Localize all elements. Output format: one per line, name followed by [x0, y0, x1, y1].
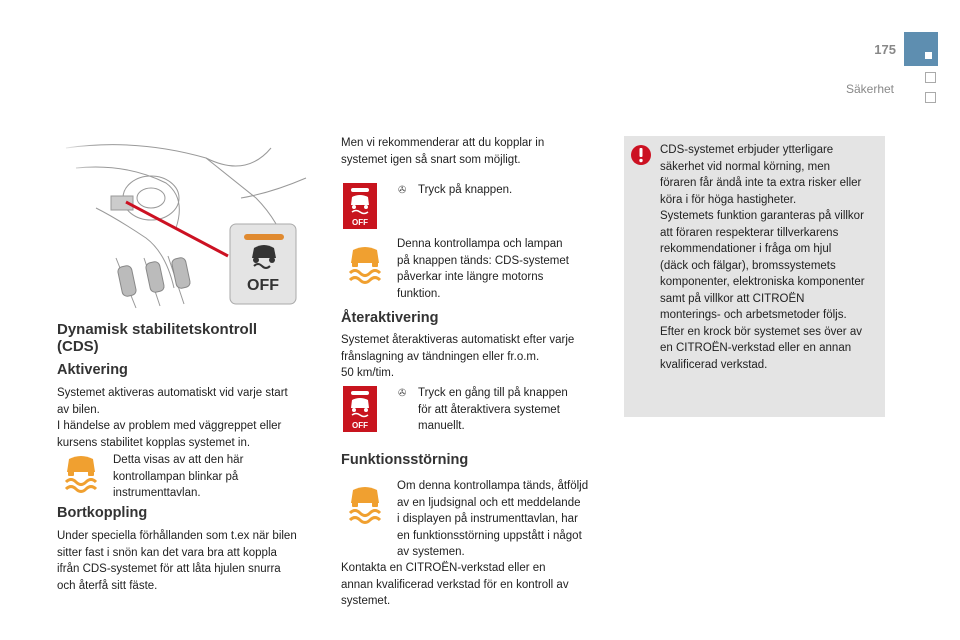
reactivation-heading: Återaktivering	[341, 310, 439, 326]
warning-text: CDS-systemet erbjuder ytterligare säkerhet vid normal körning, men föraren får ändå inte ta extra risker eller köra i för höga hastigheter. Systemets funktion garanteras på villkor att föraren respekterar tillverkarens rekommendationer i fråga om hjul (däck och fälgar), bromssystemets komponenter, elektroniska komponenter samt på villkor att CITROËN monterings- och arbetsmetoder följs. Efter en krock bör systemet ses över av en CITROËN-verkstad eller en annan kvalificerad verkstad.	[660, 144, 865, 371]
dashboard-illustration	[56, 138, 320, 314]
esp-off-button-icon	[343, 386, 377, 432]
off-label: OFF	[352, 421, 368, 430]
tab-marker-icon	[925, 52, 932, 59]
malfunction-heading: Funktionsstörning	[341, 452, 469, 468]
reactivation-text: Systemet återaktiveras automatiskt efter varje frånslagning av tändningen eller fr.o.m. 50 km/tim.	[341, 334, 575, 379]
intro-text: Men vi rekommenderar att du kopplar in systemet igen så snart som möjligt.	[341, 137, 545, 166]
warning-icon	[630, 144, 652, 166]
off-lamp-text: Denna kontrollampa och lampan på knappen tänds: CDS-systemet påverkar inte längre motorns funktion.	[397, 238, 569, 300]
bullet-icon: ✇	[398, 185, 407, 196]
section-tab	[904, 32, 938, 66]
reactivation-press-text: Tryck en gång till på knappen för att återaktivera systemet manuellt.	[418, 387, 568, 432]
car-skid-icon	[346, 486, 384, 524]
activation-lamp-text: Detta visas av att den här kontrollampan blinkar på instrumenttavlan.	[113, 454, 244, 499]
malfunction-contact-text: Kontakta en CITROËN-verkstad eller en annan kvalificerad verkstad för en kontroll av systemet.	[341, 562, 569, 607]
press-button-text: Tryck på knappen.	[418, 184, 513, 196]
malfunction-lamp-text: Om denna kontrollampa tänds, åtföljd av en ljudsignal och ett meddelande i displayen på instrumenttavlan, har en funktionsstörning uppstått i något av systemen.	[397, 480, 589, 558]
bullet-icon: ✇	[398, 388, 407, 399]
deactivation-text: Under speciella förhållanden som t.ex när bilen sitter fast i snön kan det vara bra att koppla ifrån CDS-systemet för att låta hjulen snurra och återfå sitt fäste.	[57, 530, 297, 592]
car-skid-icon	[62, 455, 100, 493]
activation-text: Systemet aktiveras automatiskt vid varje start av bilen. I händelse av problem med väggreppet eller kursens stabilitet kopplas systemet in.	[57, 387, 288, 449]
activation-heading: Aktivering	[57, 362, 128, 378]
deactivation-heading: Bortkoppling	[57, 505, 148, 521]
page-title: Dynamisk stabilitetskontroll (CDS)	[57, 321, 258, 355]
off-label: OFF	[352, 218, 368, 227]
section-tab-outline	[925, 72, 936, 83]
section-label: Säkerhet	[845, 82, 894, 96]
section-tab-outline	[925, 92, 936, 103]
esp-off-button-icon	[343, 183, 377, 229]
page-number: 175	[874, 42, 896, 57]
car-skid-icon	[346, 246, 384, 284]
